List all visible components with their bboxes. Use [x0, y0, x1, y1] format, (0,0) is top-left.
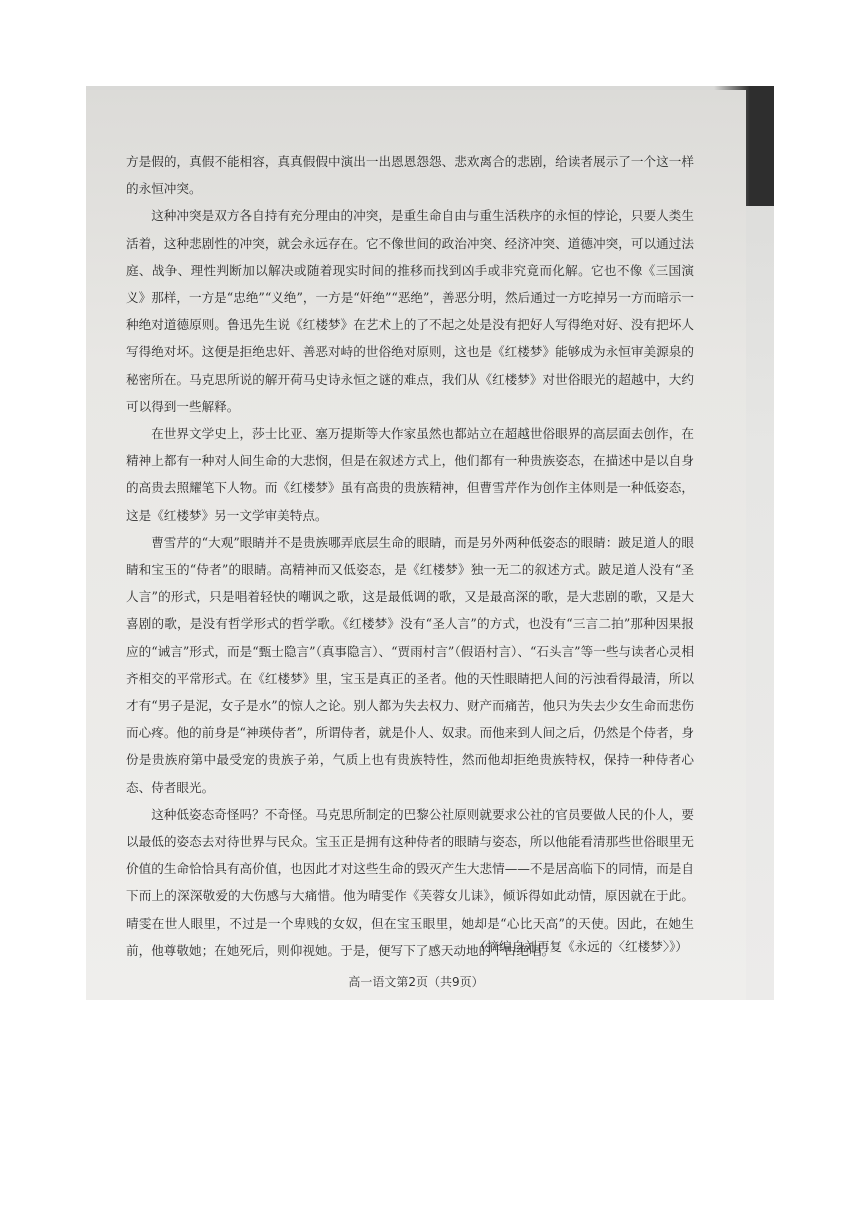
paragraph-5: 这种低姿态奇怪吗？不奇怪。马克思所制定的巴黎公社原则就要求公社的官员要做人民的仆人，要以最低的姿态去对待世界与民众。宝玉正是拥有这种侍者的眼睛与姿态，所以他能看清那些世俗眼里无价值的生命恰恰具有高价值，也因此才对这些生命的毁灭产生大悲情——不是居高临下的同情，而是自下而上的深深敬爱的大伤感与大痛惜。他为晴雯作《芙蓉女儿诔》，倾诉得如此动情，原因就在于此。晴雯在世人眼里，不过是一个卑贱的女奴，但在宝玉眼里，她却是“心比天高”的天使。因此，在她生前，他尊敬她；在她死后，则仰视她。于是，便写下了感天动地的千古绝唱。: [126, 806, 694, 958]
paragraph-3: 在世界文学史上，莎士比亚、塞万提斯等大作家虽然也都站立在超越世俗眼界的高层面去创作，在精神上都有一种对人间生命的大悲悯，但是在叙述方式上，他们都有一种贵族姿态，在描述中是以自身的高贵去照耀笔下人物。而《红楼梦》虽有高贵的贵族精神，但曹雪芹作为创作主体则是一种低姿态，这是《红楼梦》另一文学审美特点。: [126, 426, 694, 523]
article-body: [126, 148, 694, 964]
document-photo: [86, 86, 774, 1000]
source-citation: （摘编自刘再复《永远的〈红楼梦〉》）: [473, 939, 688, 954]
exam-page: [86, 90, 746, 1000]
page-footer: 高一语文第2页（共9页）: [348, 975, 484, 989]
paragraph-1: 方是假的，真假不能相容，真真假假中演出一出恩恩怨怨、悲欢离合的悲剧，给读者展示了一个这一样的永恒冲突。: [126, 154, 694, 197]
paragraph-2: 这种冲突是双方各自持有充分理由的冲突，是重生命自由与重生活秩序的永恒的悖论，只要人类生活着，这种悲剧性的冲突，就会永远存在。它不像世间的政治冲突、经济冲突、道德冲突，可以通过法庭、战争、理性判断加以解决或随着现实时间的推移而找到凶手或非究竟而化解。它也不像《三国演义》那样，一方是“忠绝”“义绝”，一方是“奸绝”“恶绝”，善恶分明，然后通过一方吃掉另一方而暗示一种绝对道德原则。鲁迅先生说《红楼梦》在艺术上的了不起之处是没有把好人写得绝对好、没有把坏人写得绝对坏。这便是拒绝忠奸、善恶对峙的世俗绝对原则，这也是《红楼梦》能够成为永恒审美源泉的秘密所在。马克思所说的解开荷马史诗永恒之谜的难点，我们从《红楼梦》对世俗眼光的超越中，大约可以得到一些解释。: [126, 208, 694, 414]
paragraph-4: 曹雪芹的“大观”眼睛并不是贵族哪弄底层生命的眼睛，而是另外两种低姿态的眼睛：跛足道人的眼睛和宝玉的“侍者”的眼睛。高精神而又低姿态，是《红楼梦》独一无二的叙述方式。跛足道人没有“圣人言”的形式，只是唱着轻快的嘲讽之歌，这是最低调的歌，又是最高深的歌，是大悲剧的歌，又是大喜剧的歌，是没有哲学形式的哲学歌。《红楼梦》没有“圣人言”的方式，也没有“三言二拍”那种因果报应的“诫言”形式，而是“甄士隐言”（真事隐言）、“贾雨村言”（假语村言）、“石头言”等一些与读者心灵相齐相交的平常形式。在《红楼梦》里，宝玉是真正的圣者。他的天性眼睛把人间的污浊看得最清，所以才有“男子是泥，女子是水”的惊人之论。别人都为失去权力、财产而痛苦，他只为失去少女生命而悲伤而心疼。他的前身是“神瑛侍者”，所谓侍者，就是仆人、奴隶。而他来到人间之后，仍然是个侍者，身份是贵族府第中最受宠的贵族子弟，气质上也有贵族特性，然而他却拒绝贵族特权，保持一种侍者心态、侍者眼光。: [126, 534, 694, 795]
